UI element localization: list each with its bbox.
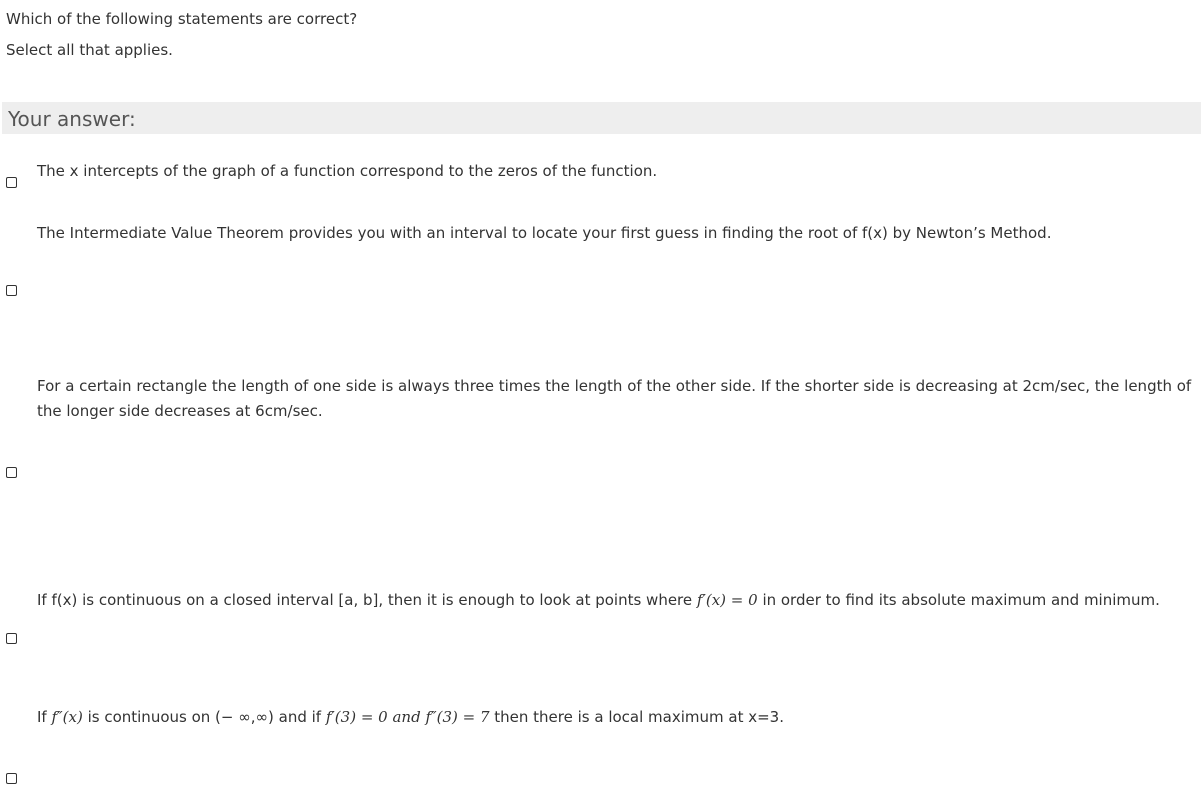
option-2-checkbox[interactable] bbox=[6, 285, 17, 296]
option-3-text: For a certain rectangle the length of one side is always three times the length of the other side. If the shorter side is decreasing at 2cm/sec, the length of the longer side decreases at 6cm/sec. bbox=[37, 377, 1192, 420]
option-5-interval: (− ∞,∞) bbox=[215, 708, 274, 726]
question-text: Which of the following statements are correct? bbox=[6, 10, 358, 28]
option-3-checkbox[interactable] bbox=[6, 467, 17, 478]
option-5-prefix: If bbox=[37, 708, 52, 726]
answer-header bbox=[2, 102, 1201, 134]
option-5-mid-1: is continuous on bbox=[82, 708, 216, 726]
option-1-checkbox[interactable] bbox=[6, 177, 17, 188]
instruction-text: Select all that applies. bbox=[6, 41, 173, 59]
option-4-formula: f′(x) = 0 bbox=[696, 591, 758, 609]
option-4-text bbox=[37, 588, 1160, 613]
option-4-text-before: If f(x) is continuous on a closed interval [a, b], then it is enough to look at points where bbox=[37, 591, 697, 609]
option-5-checkbox[interactable] bbox=[6, 773, 17, 784]
option-1-text: The x intercepts of the graph of a function correspond to the zeros of the function. bbox=[37, 162, 658, 180]
option-5-mid-2: and if bbox=[273, 708, 326, 726]
option-2-text: The Intermediate Value Theorem provides you with an interval to locate your first guess in finding the root of f(x) by Newton’s Method. bbox=[37, 224, 1052, 242]
option-5-formula-2: f′(3) = 0 and f″(3) = 7 bbox=[325, 708, 490, 726]
option-4-checkbox[interactable] bbox=[6, 633, 17, 644]
option-5-text bbox=[37, 705, 784, 730]
option-4-text-after: in order to find its absolute maximum and minimum. bbox=[757, 591, 1160, 609]
option-5-formula-1: f″(x) bbox=[51, 708, 83, 726]
option-5-suffix: then there is a local maximum at x=3. bbox=[489, 708, 784, 726]
answer-label: Your answer: bbox=[8, 107, 136, 131]
